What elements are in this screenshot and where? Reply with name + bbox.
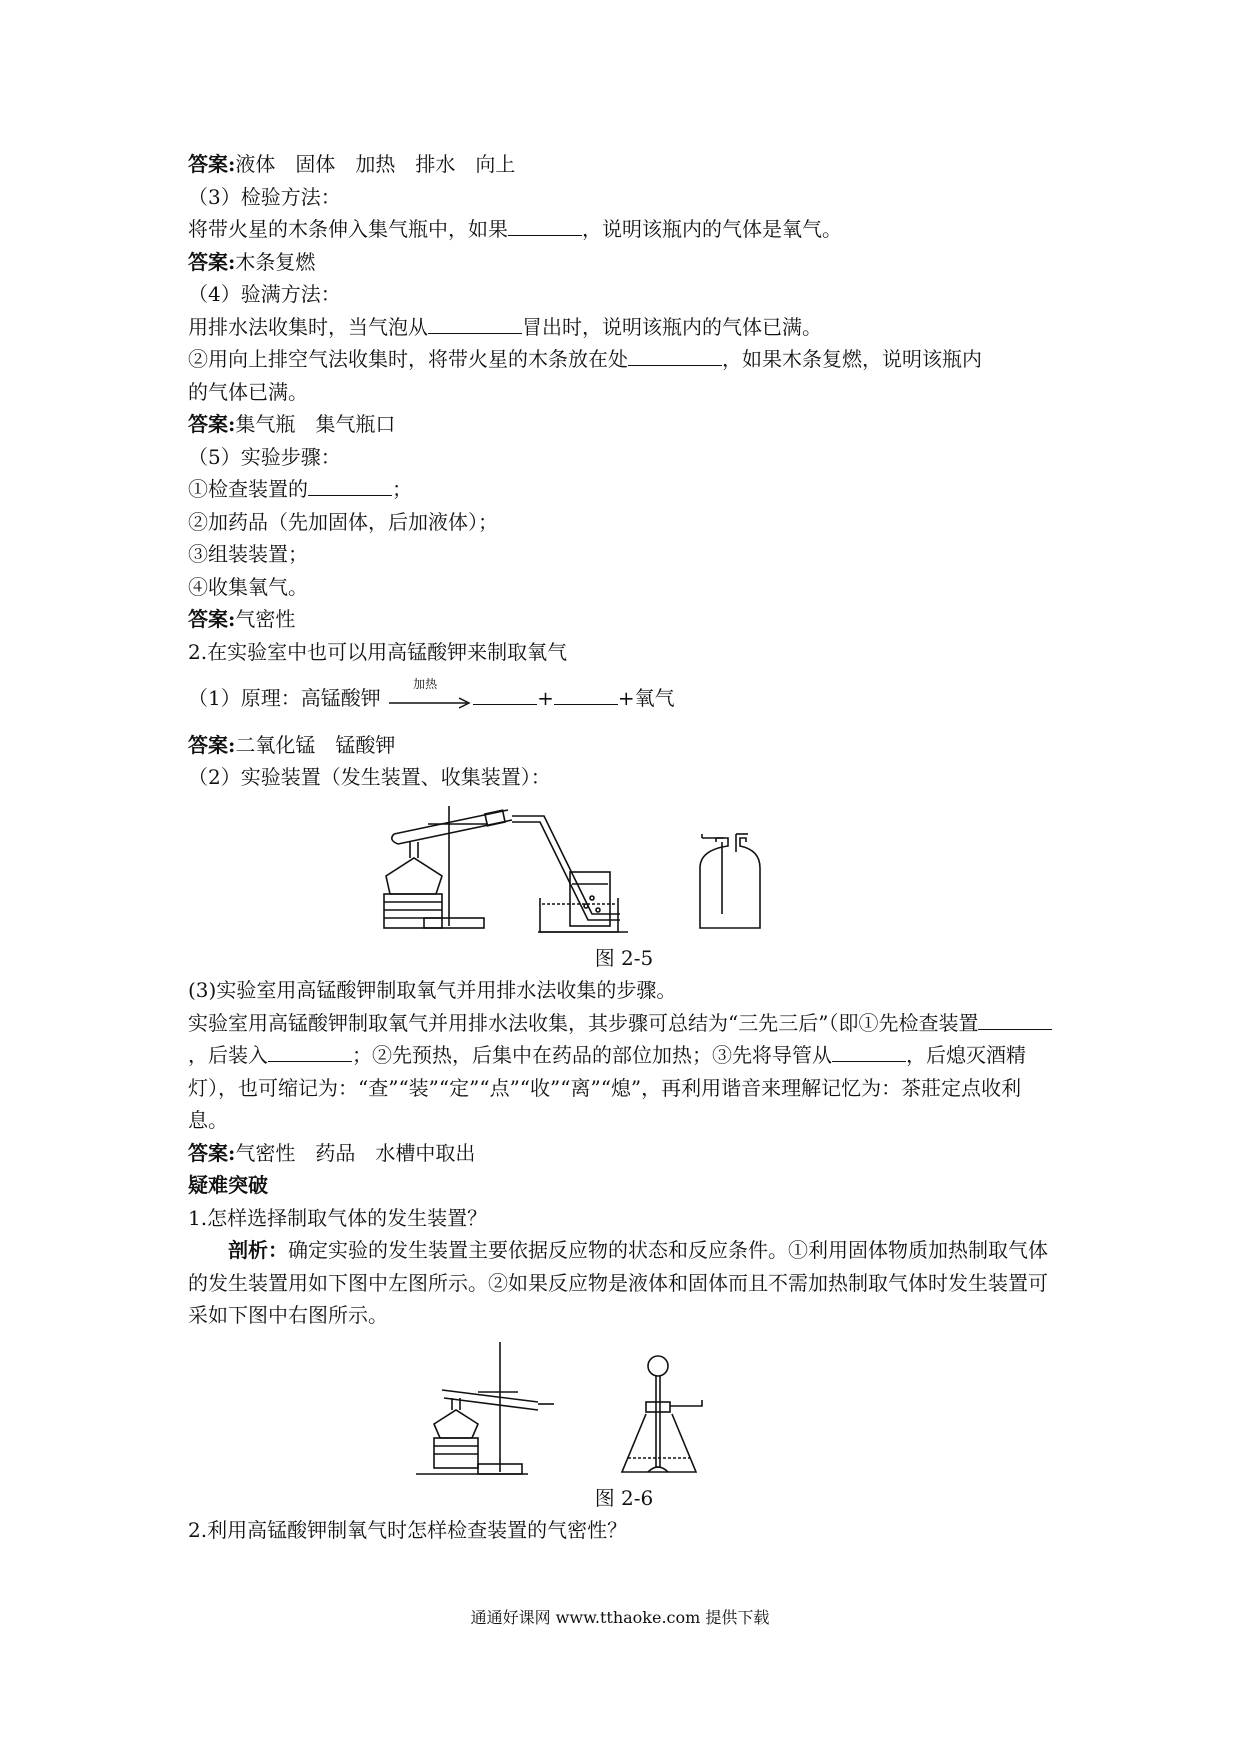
question-line: [188, 311, 1060, 344]
reaction-arrow: [387, 676, 473, 710]
answer-label: 答案:: [188, 1140, 236, 1165]
answer-label: 答案:: [188, 607, 236, 631]
arrow-icon: [387, 693, 473, 713]
answer-label: 答案:: [188, 152, 236, 176]
question-text: 冒出时，说明该瓶内的气体已满。: [522, 314, 822, 339]
step-item: ③组装装置；: [188, 542, 308, 566]
question-line: 的气体已满。: [188, 379, 308, 404]
figure-caption: 图 2-6: [594, 1485, 654, 1510]
figure-2-5: [188, 794, 1060, 942]
answer-blank: [428, 311, 522, 334]
section-title: （5）实验步骤：: [188, 444, 341, 469]
answer-blank: [978, 1007, 1052, 1030]
question-heading: 2.在实验室中也可以用高锰酸钾来制取氧气: [188, 639, 568, 664]
question-text: ，说明该瓶内的气体是氧气。: [582, 217, 842, 241]
answer-text: 气密性: [235, 607, 296, 631]
answer-text: 气密性 药品 水槽中取出: [235, 1140, 476, 1165]
paragraph-text: ，后装入: [188, 1043, 268, 1067]
equation-text: （1）原理：高锰酸钾: [188, 686, 381, 710]
answer-text: 集气瓶 集气瓶口: [235, 412, 396, 436]
figure-caption: 图 2-5: [594, 945, 654, 970]
answer-line: [188, 408, 1060, 441]
apparatus-drawing: [188, 794, 1060, 942]
step-text: ①检查装置的: [188, 477, 308, 501]
analysis-text: 确定实验的发生装置主要依据反应物的状态和反应条件。①利用固体物质加热制取气体的发生装置用如下图中左图所示。②如果反应物是液体和固体而且不需加热制取气体时发生装置可采如下图中右图所示。: [188, 1238, 1048, 1327]
analysis-label: 剖析：: [228, 1238, 288, 1262]
section-title: （2）实验装置（发生装置、收集装置）：: [188, 765, 551, 789]
step-text: ；: [392, 477, 412, 501]
question-heading: 1.怎样选择制取气体的发生装置？: [188, 1205, 488, 1230]
answer-line: [188, 729, 1060, 762]
answer-line: [188, 148, 1060, 181]
step-item: [188, 473, 1060, 506]
page-footer: 通通好课网 www.tthaoke.com 提供下载: [470, 1608, 770, 1627]
document-body: [188, 148, 1060, 1547]
question-heading: (3)实验室用高锰酸钾制取氧气并用排水法收集的步骤。: [188, 978, 677, 1002]
equation-text: +氧气: [617, 686, 675, 710]
answer-blank: [554, 682, 618, 705]
equation-text: +: [537, 686, 554, 710]
question-line: [188, 213, 1060, 246]
question-line: [188, 343, 1060, 376]
figure-2-6: [188, 1332, 1060, 1482]
answer-text: 二氧化锰 锰酸钾: [235, 732, 396, 757]
paragraph-text: ；②先预热，后集中在药品的部位加热；③先将导管从: [352, 1043, 832, 1067]
section-heading: 疑难突破: [188, 1173, 268, 1197]
steps-paragraph: [188, 1007, 1060, 1137]
answer-text: 木条复燃: [235, 249, 316, 274]
answer-text: 液体 固体 加热 排水 向上: [235, 152, 516, 176]
question-text: ，如果木条复燃，说明该瓶内: [722, 347, 982, 371]
step-item: ②加药品（先加固体，后加液体）；: [188, 509, 498, 534]
answer-blank: [268, 1039, 352, 1062]
answer-line: [188, 603, 1060, 636]
paragraph-text: ，后熄灭酒精灯），也可缩记为：“查”“装”“定”“点”“收”“离”“熄”，再利用谐音来理解记忆为：茶莊定点收利息。: [188, 1043, 1026, 1132]
answer-label: 答案:: [188, 412, 236, 436]
answer-blank: [508, 213, 582, 236]
answer-label: 答案:: [188, 732, 236, 757]
answer-blank: [628, 343, 722, 366]
reaction-condition: 加热: [413, 676, 438, 691]
question-text: 将带火星的木条伸入集气瓶中，如果: [188, 217, 508, 241]
section-title: （4）验满方法：: [188, 282, 341, 306]
question-text: 用排水法收集时，当气泡从: [188, 314, 428, 339]
answer-blank: [308, 473, 392, 496]
question-heading: 2.利用高锰酸钾制氧气时怎样检查装置的气密性？: [188, 1518, 628, 1542]
reaction-equation: [188, 676, 1060, 715]
analysis-paragraph: [188, 1234, 1060, 1332]
answer-line: [188, 1137, 1060, 1170]
question-text: ②用向上排空气法收集时，将带火星的木条放在处: [188, 347, 628, 371]
answer-line: [188, 246, 1060, 279]
paragraph-text: 实验室用高锰酸钾制取氧气并用排水法收集，其步骤可总结为“三先三后”（即①先检查装置: [188, 1010, 979, 1035]
step-item: ④收集氧气。: [188, 574, 308, 599]
answer-blank: [473, 682, 537, 705]
answer-blank: [832, 1039, 906, 1062]
answer-label: 答案:: [188, 249, 236, 274]
apparatus-drawing: [188, 1332, 1060, 1482]
section-title: （3）检验方法：: [188, 184, 341, 209]
